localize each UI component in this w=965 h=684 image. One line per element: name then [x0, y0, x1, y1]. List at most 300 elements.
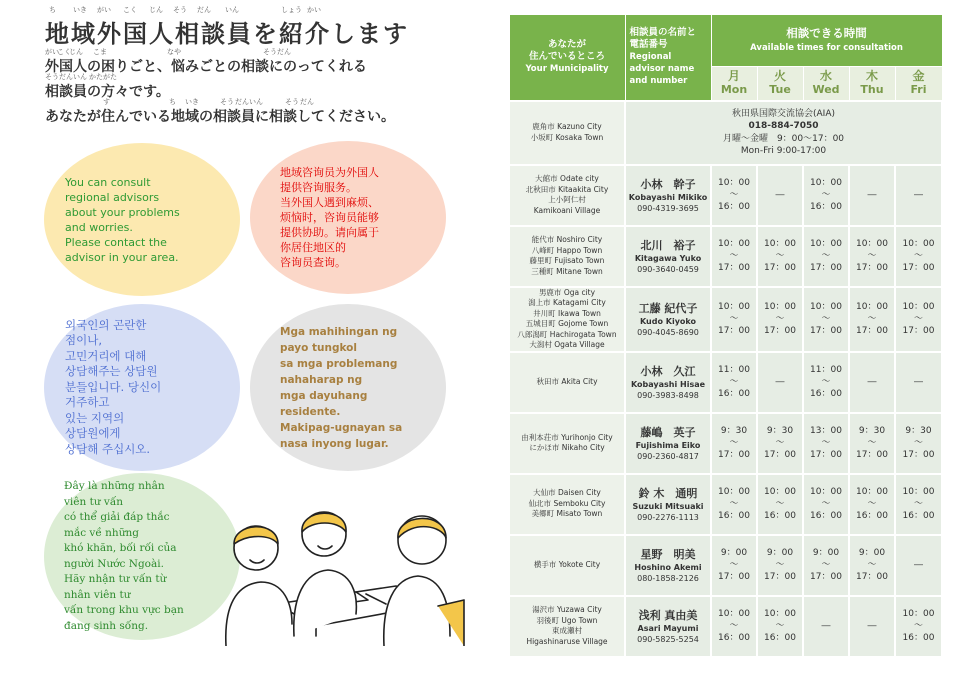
time-cell: [711, 413, 757, 474]
advisor-phone: 090-3983-8498: [637, 390, 699, 400]
korean-text: [44, 318, 161, 458]
day-header: [895, 67, 942, 101]
time-text: 17：00: [902, 450, 935, 460]
table-row: [509, 474, 942, 535]
municipality-name: 仙北市 Semboku City: [528, 498, 606, 508]
advisor-name-en: Fujishima Eiko: [635, 440, 701, 450]
aia-row: [509, 101, 942, 165]
advisor-name-en: Kudo Kiyoko: [639, 316, 696, 326]
advisor-name-en: Kobayashi Hisae: [630, 379, 706, 389]
korean-line: 점이나,: [65, 333, 102, 348]
intro-line-2: 相談員の方々です。: [45, 84, 170, 100]
advisor-cell: [625, 287, 711, 352]
intro-ruby-text: だん: [235, 98, 249, 106]
municipality-name: 五城目町 Gojome Town: [525, 319, 609, 328]
aia-municipality-cell: [509, 101, 625, 165]
advisor-name-en: Hoshino Akemi: [634, 562, 702, 572]
korean-line: 있는 지역의: [65, 410, 125, 425]
intro-ruby-text: そう: [45, 73, 59, 81]
time-text: 10：00: [718, 487, 750, 497]
title-ruby-text: ち: [49, 6, 56, 14]
table-row: [509, 165, 942, 226]
time-text: ～: [914, 621, 924, 631]
time-text: 16：00: [718, 389, 750, 399]
municipality-cell: [509, 165, 625, 226]
advisor-name-jp: 小林 幹子: [640, 177, 696, 191]
municipality-name: 藤里町 Fujisato Town: [529, 256, 605, 265]
municipality-name: 横手市 Yokote City: [533, 559, 601, 569]
title-ruby-text: じん: [149, 6, 163, 14]
time-text: ―: [914, 190, 923, 200]
advisor-phone: 090-2360-4817: [637, 451, 699, 461]
time-cell: [757, 226, 803, 287]
intro-ruby-text: そう: [285, 98, 299, 106]
time-text: ～: [914, 499, 924, 509]
time-text: ～: [914, 251, 924, 261]
advisor-header-jp-1: 相談員の名前と: [629, 27, 697, 39]
time-cell: [849, 413, 895, 474]
municipality-header-jp-2: 住んでいるところ: [528, 51, 605, 63]
municipality-cell: [509, 287, 625, 352]
tagalog-line: mga dayuhang: [280, 389, 368, 402]
page-title: 地域外国人相談員を紹介します: [45, 20, 409, 48]
intro-ruby-text: ち: [169, 98, 176, 106]
time-text: 10：00: [856, 239, 888, 249]
intro-ruby-text: いん: [249, 98, 263, 106]
table-row: [509, 226, 942, 287]
time-text: 10：00: [718, 178, 750, 188]
time-text: 16：00: [810, 511, 842, 521]
day-header-en: Fri: [910, 83, 927, 97]
korean-line: 분들입니다. 당신이: [65, 379, 162, 394]
title-ruby-text: こく: [123, 6, 137, 14]
time-cell: [849, 287, 895, 352]
table-row: [509, 596, 942, 657]
day-header-en: Wed: [812, 83, 840, 97]
time-text: 10：00: [764, 609, 796, 619]
times-header-en: Available times for consultation: [750, 42, 903, 53]
time-text: 17：00: [764, 263, 796, 273]
time-text: ～: [775, 560, 785, 570]
vietnamese-line: người Nước Ngoài.: [64, 557, 164, 570]
english-line: regional advisors: [65, 190, 160, 204]
time-cell: [711, 352, 757, 413]
advisor-phone: 090-2276-1113: [637, 512, 699, 522]
times-header: [711, 15, 942, 67]
chinese-line: 提供咨询服务。: [280, 181, 357, 194]
time-text: 17：00: [764, 326, 796, 336]
english-line: Please contact the: [65, 235, 167, 249]
time-text: ～: [821, 560, 831, 570]
time-text: ～: [914, 314, 924, 324]
aia-phone: 018-884-7050: [748, 121, 819, 131]
time-text: ～: [729, 499, 739, 509]
tagalog-line: nahaharap ng: [280, 373, 363, 386]
aia-hours-jp: 月曜～金曜 9：00～17：00: [722, 133, 845, 144]
advisor-table: [508, 14, 943, 658]
time-text: 16：00: [856, 511, 888, 521]
title-ruby-text: いん: [225, 6, 239, 14]
time-text: ～: [821, 438, 831, 448]
municipality-name: 美郷町 Misato Town: [531, 509, 603, 519]
korean-line: 고민거리에 대해: [65, 348, 147, 363]
intro-ruby-text: なや: [167, 48, 181, 56]
tagalog-line: Mga mahihingan ng: [280, 325, 398, 338]
intro-ruby-text: だん: [59, 73, 73, 81]
time-text: ～: [821, 314, 831, 324]
aia-info-cell: [625, 101, 942, 165]
intro-ruby-text: いん: [73, 73, 87, 81]
time-text: ～: [729, 314, 739, 324]
time-text: ～: [821, 499, 831, 509]
time-text: ～: [867, 251, 877, 261]
municipality-name: 八郎潟町 Hachirogata Town: [517, 329, 617, 339]
chinese-text: [250, 165, 379, 270]
intro-ruby-text: こく: [57, 48, 71, 56]
time-cell: [895, 596, 942, 657]
municipality-name: Kamikoani Village: [533, 205, 601, 215]
advisor-header-jp-2: 電話番号: [629, 39, 668, 51]
time-text: 16：00: [718, 202, 750, 212]
time-text: ～: [775, 314, 785, 324]
time-text: 10：00: [902, 609, 935, 619]
municipality-cell: [509, 596, 625, 657]
time-text: 11：00: [718, 365, 750, 375]
title-ruby-text: しょう: [281, 6, 302, 14]
advisor-header-en-2: advisor name: [629, 64, 695, 75]
time-cell: [711, 474, 757, 535]
time-text: 17：00: [810, 450, 842, 460]
time-text: 17：00: [856, 572, 888, 582]
chinese-bubble: [250, 141, 446, 294]
time-cell: [803, 474, 849, 535]
advisor-name-jp: 星野 明美: [640, 547, 696, 561]
advisor-name-jp: 浅利 真由美: [638, 608, 698, 622]
time-text: 17：00: [902, 326, 935, 336]
vietnamese-line: có thể giải đáp thắc: [64, 511, 170, 523]
time-text: 9：00: [858, 548, 886, 558]
municipality-name: 羽後町 Ugo Town: [536, 615, 598, 625]
time-text: 10：00: [856, 302, 888, 312]
day-header-jp: 木: [865, 69, 878, 84]
municipality-name: 北秋田市 Kitaakita City: [525, 184, 609, 194]
time-cell: [849, 596, 895, 657]
intro-ruby-text: こま: [93, 48, 107, 56]
time-text: ～: [729, 190, 739, 200]
time-text: 16：00: [718, 511, 750, 521]
advisor-phone: 090-4045-8690: [637, 327, 699, 337]
advisor-cell: [625, 413, 711, 474]
intro-ruby-text: かた: [89, 73, 103, 81]
time-text: 10：00: [764, 239, 796, 249]
chinese-line: 提供协助。请向属于: [280, 226, 379, 239]
time-text: ―: [775, 190, 785, 200]
time-cell: [895, 413, 942, 474]
vietnamese-line: mắc về những: [64, 526, 139, 539]
aia-name: 秋田県国際交流協会(AIA): [732, 108, 835, 119]
municipality-name: 由利本荘市 Yurihonjo City: [521, 432, 613, 442]
table-row: [509, 352, 942, 413]
intro-ruby-text: そう: [220, 98, 234, 106]
municipality-name: Higashinaruse Village: [526, 636, 608, 646]
time-text: 9：30: [720, 426, 748, 436]
advisor-name-jp: 工藤 紀代子: [638, 301, 698, 315]
municipality-name: 井川町 Ikawa Town: [533, 308, 601, 318]
municipality-cell: [509, 226, 625, 287]
advisor-name-en: Kitagawa Yuko: [634, 253, 702, 263]
municipality-name: 潟上市 Katagami City: [528, 298, 606, 307]
time-text: 17：00: [810, 326, 842, 336]
intro-line-3: あなたが住んでいる地域の相談員に相談してください。: [45, 109, 395, 125]
time-text: 17：00: [810, 263, 842, 273]
time-text: ～: [867, 438, 877, 448]
time-text: ～: [729, 251, 739, 261]
day-header-jp: 金: [912, 69, 925, 84]
municipality-name: にかほ市 Nikaho City: [529, 443, 605, 452]
table-row: [509, 413, 942, 474]
chinese-line: 当外国人遇到麻烦、: [280, 196, 379, 209]
time-cell: [849, 474, 895, 535]
advisor-name-jp: 小林 久江: [640, 364, 696, 378]
english-bubble: [44, 143, 240, 296]
day-header-jp: 火: [773, 69, 786, 84]
time-text: 10：00: [902, 239, 935, 249]
time-text: 9：30: [905, 426, 932, 436]
table-row: [509, 535, 942, 596]
municipality-header-en: Your Municipality: [525, 64, 609, 75]
municipality-name: 大館市 Odate city: [535, 174, 599, 183]
time-text: 10：00: [810, 487, 842, 497]
time-cell: [895, 352, 942, 413]
time-text: 17：00: [764, 572, 796, 582]
vietnamese-text: [44, 479, 184, 634]
time-cell: [895, 287, 942, 352]
time-text: 10：00: [810, 178, 842, 188]
time-text: ～: [821, 190, 831, 200]
time-cell: [757, 474, 803, 535]
time-text: ―: [914, 377, 923, 387]
time-text: 16：00: [902, 633, 935, 643]
municipality-cell: [509, 535, 625, 596]
day-header: [757, 67, 803, 101]
vietnamese-line: đang sinh sống.: [64, 619, 149, 632]
time-text: 16：00: [764, 633, 796, 643]
time-text: ～: [729, 377, 739, 387]
day-header-en: Thu: [860, 83, 884, 97]
time-cell: [895, 474, 942, 535]
tagalog-line: residente.: [280, 405, 341, 418]
korean-bubble: [44, 304, 240, 471]
time-text: 17：00: [856, 263, 888, 273]
time-cell: [757, 165, 803, 226]
time-text: 10：00: [902, 302, 935, 312]
time-cell: [711, 535, 757, 596]
time-cell: [757, 535, 803, 596]
vietnamese-line: Hãy nhận tư vấn từ: [64, 573, 167, 585]
vietnamese-line: Đây là những nhân: [64, 480, 165, 492]
advisor-cell: [625, 226, 711, 287]
title-ruby-text: がい: [97, 6, 111, 14]
time-cell: [711, 596, 757, 657]
time-cell: [849, 165, 895, 226]
advisor-name-jp: 北川 裕子: [640, 238, 696, 252]
advisor-phone: 090-3640-0459: [637, 264, 699, 274]
day-header-en: Tue: [769, 83, 791, 97]
chinese-line: 你居住地区的: [280, 241, 346, 254]
advisor-cell: [625, 596, 711, 657]
advisor-name-jp: 鈴 木 通明: [638, 486, 698, 500]
intro-ruby-text: だん: [300, 98, 314, 106]
time-cell: [803, 413, 849, 474]
chinese-line: 地域咨询员为外国人: [280, 166, 379, 179]
time-cell: [757, 413, 803, 474]
advisor-name-jp: 藤嶋 英子: [640, 425, 696, 439]
time-cell: [895, 165, 942, 226]
advisor-cell: [625, 165, 711, 226]
chinese-line: 烦恼时，咨询员能够: [280, 211, 379, 224]
time-cell: [849, 352, 895, 413]
korean-line: 상담해 주십시오.: [65, 441, 151, 456]
times-header-jp: 相談できる時間: [786, 25, 867, 40]
advisor-table-body: [509, 101, 942, 657]
tagalog-text: [250, 324, 402, 452]
time-text: ～: [729, 621, 739, 631]
time-text: ～: [775, 438, 785, 448]
time-text: 16：00: [764, 511, 796, 521]
municipality-name: 秋田市 Akita City: [536, 376, 598, 386]
time-cell: [711, 165, 757, 226]
time-text: 10：00: [718, 609, 750, 619]
intro-ruby-text: がい: [45, 48, 59, 56]
time-text: 17：00: [718, 326, 750, 336]
advisor-header: [625, 15, 711, 101]
time-text: 16：00: [718, 633, 750, 643]
advisor-header-en-1: Regional: [629, 52, 672, 63]
time-text: 16：00: [902, 511, 935, 521]
title-ruby-text: いき: [73, 6, 87, 14]
aia-municipality-1: 鹿角市 Kazuno City: [532, 122, 602, 131]
time-cell: [803, 287, 849, 352]
tagalog-line: payo tungkol: [280, 341, 357, 354]
time-cell: [895, 226, 942, 287]
advisor-header-en-3: and number: [629, 76, 688, 87]
advisor-cell: [625, 352, 711, 413]
time-text: 9：30: [766, 426, 794, 436]
table-row: [509, 287, 942, 352]
time-text: 16：00: [810, 389, 842, 399]
time-text: ～: [821, 251, 831, 261]
municipality-cell: [509, 413, 625, 474]
time-text: 10：00: [810, 302, 842, 312]
municipality-name: 湯沢市 Yuzawa City: [532, 605, 602, 614]
advisor-phone: 090-5825-5254: [637, 634, 699, 644]
aia-municipality-2: 小坂町 Kosaka Town: [530, 132, 604, 142]
intro-ruby-text: いき: [185, 98, 199, 106]
time-text: 9：30: [858, 426, 886, 436]
municipality-name: 大仙市 Daisen City: [533, 488, 601, 498]
time-cell: [711, 287, 757, 352]
time-text: ―: [867, 621, 877, 631]
advisor-phone: 080-1858-2126: [637, 573, 699, 583]
english-line: and worries.: [65, 220, 133, 234]
time-text: 9：00: [720, 548, 748, 558]
time-text: 13：00: [810, 426, 842, 436]
time-text: 17：00: [810, 572, 842, 582]
time-text: ―: [775, 377, 785, 387]
day-header-en: Mon: [720, 83, 748, 97]
time-cell: [803, 596, 849, 657]
time-text: 17：00: [718, 263, 750, 273]
time-text: 10：00: [718, 302, 750, 312]
time-text: 17：00: [856, 450, 888, 460]
english-line: about your problems: [65, 205, 180, 219]
title-ruby-text: だん: [197, 6, 211, 14]
advisor-name-en: Kobayashi Mikiko: [628, 192, 708, 202]
time-text: 17：00: [718, 450, 750, 460]
aia-hours-en: Mon-Fri 9:00-17:00: [740, 146, 827, 156]
korean-line: 외국인의 곤란한: [65, 317, 147, 332]
time-cell: [803, 165, 849, 226]
time-cell: [757, 352, 803, 413]
vietnamese-line: viên tư vấn: [64, 495, 124, 508]
time-text: 17：00: [902, 263, 935, 273]
english-line: advisor in your area.: [65, 250, 179, 264]
time-text: ―: [914, 560, 923, 570]
advisor-table-panel: [508, 14, 941, 658]
advisor-cell: [625, 474, 711, 535]
time-text: 9：00: [766, 548, 794, 558]
intro-ruby-text: じん: [69, 48, 83, 56]
tagalog-line: sa mga problemang: [280, 357, 398, 370]
vietnamese-line: khó khăn, bối rối của: [64, 542, 177, 554]
municipality-cell: [509, 474, 625, 535]
time-text: ～: [914, 438, 924, 448]
time-text: ～: [867, 314, 877, 324]
municipality-name: 三種町 Mitane Town: [531, 266, 603, 276]
intro-ruby-text: す: [103, 98, 110, 106]
intro-line-1: 外国人の困りごと、悩みごとの相談にのってくれる: [45, 59, 367, 75]
time-cell: [803, 352, 849, 413]
time-text: 17：00: [718, 572, 750, 582]
time-text: 10：00: [764, 302, 796, 312]
municipality-name: 大潟村 Ogata Village: [529, 340, 605, 349]
time-cell: [803, 226, 849, 287]
title-ruby-text: そう: [173, 6, 187, 14]
time-text: ～: [821, 377, 831, 387]
time-text: 10：00: [764, 487, 796, 497]
advisor-name-en: Asari Mayumi: [637, 623, 699, 633]
intro-ruby-text: そう: [263, 48, 277, 56]
tagalog-line: Makipag-ugnayan sa: [280, 421, 403, 434]
chinese-line: 咨询员查询。: [280, 256, 346, 269]
time-text: ～: [775, 499, 785, 509]
day-header-jp: 月: [727, 69, 740, 84]
time-cell: [803, 535, 849, 596]
municipality-name: 男鹿市 Oga city: [538, 287, 596, 297]
consultation-illustration: [206, 486, 466, 646]
time-text: ～: [775, 621, 785, 631]
intro-ruby-text: だん: [277, 48, 291, 56]
municipality-header-jp-1: あなたが: [547, 39, 586, 51]
time-cell: [757, 287, 803, 352]
time-text: ～: [729, 560, 739, 570]
time-text: 16：00: [810, 202, 842, 212]
day-header: [849, 67, 895, 101]
time-text: ～: [775, 251, 785, 261]
time-text: 9：00: [812, 548, 840, 558]
time-text: ―: [821, 621, 831, 631]
time-cell: [757, 596, 803, 657]
